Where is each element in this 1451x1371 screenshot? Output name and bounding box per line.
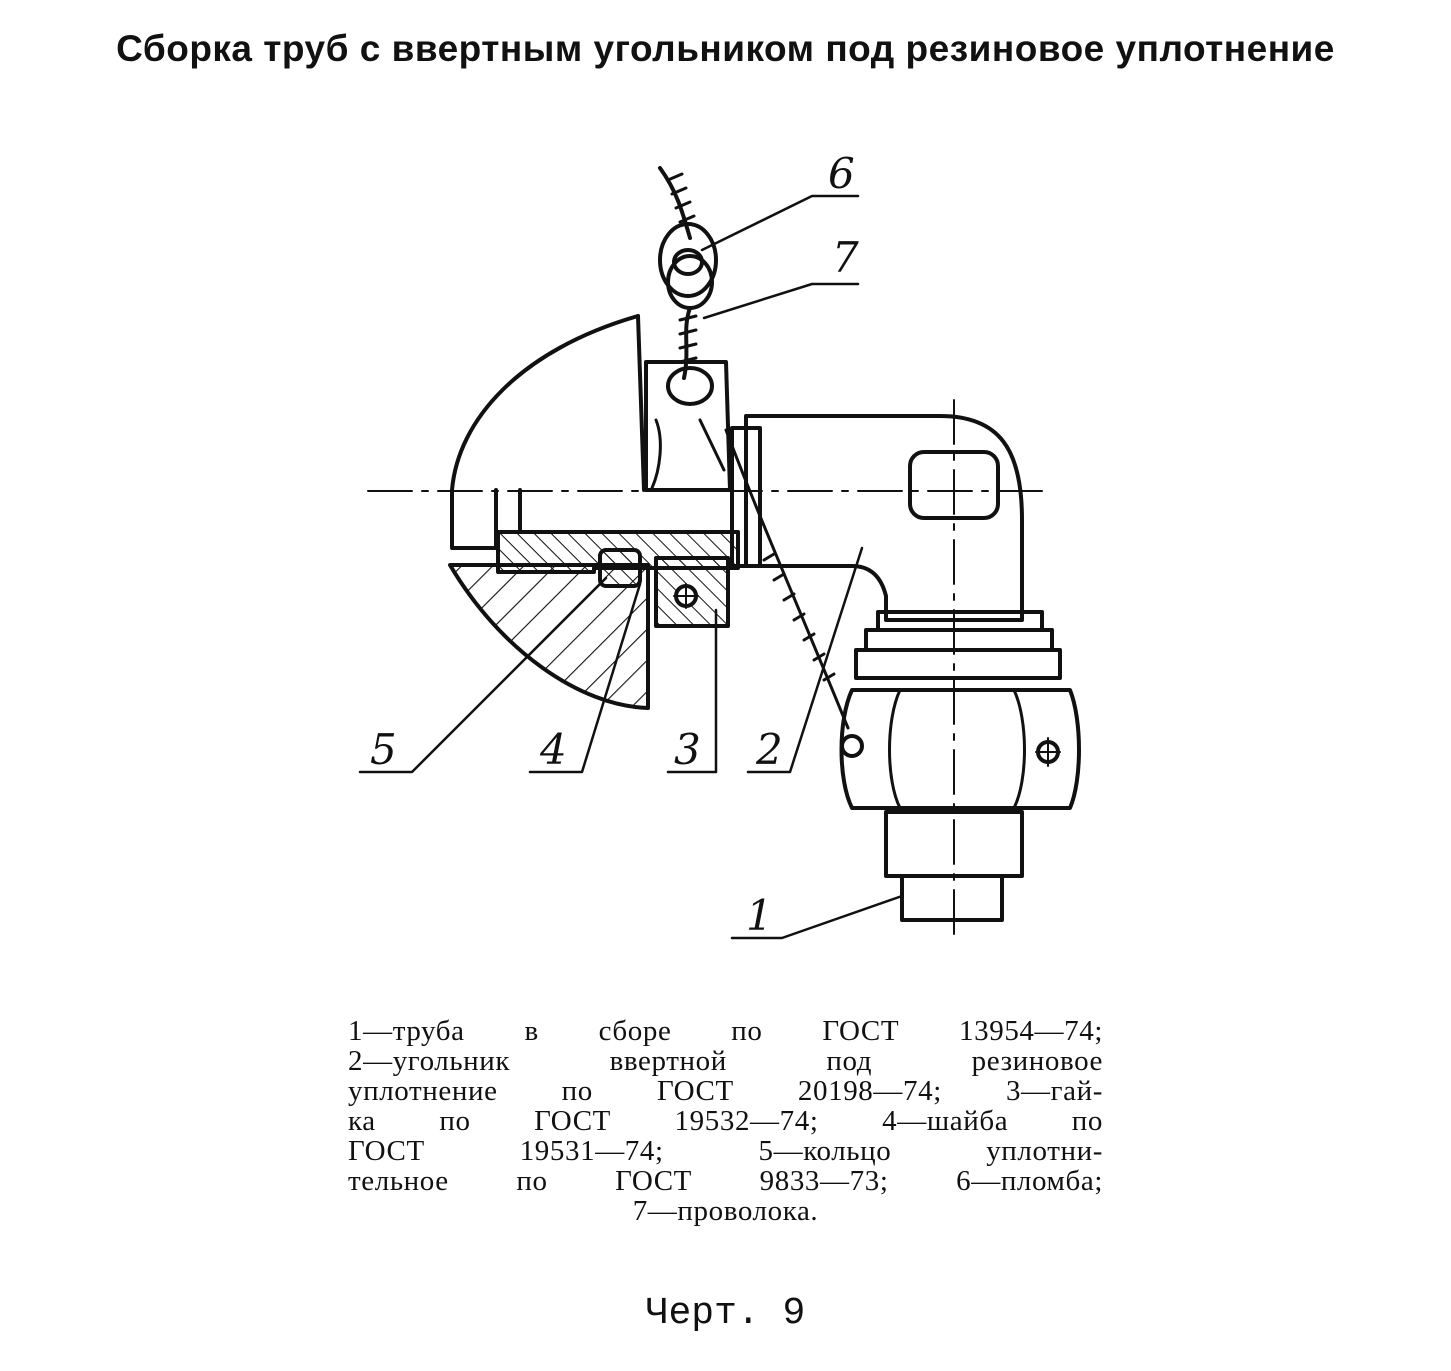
legend-line: уплотнение по ГОСТ 20198—74; 3—гай- <box>348 1075 1103 1107</box>
housing-dome <box>452 316 638 548</box>
callout-3: 3 <box>674 725 701 774</box>
legend-line: ка по ГОСТ 19532—74; 4—шайба по <box>348 1105 1103 1137</box>
callout-5: 5 <box>370 725 397 774</box>
figure-label: Черт. 9 <box>645 1292 806 1335</box>
callout-1: 1 <box>746 891 773 940</box>
callout-4: 4 <box>540 725 567 774</box>
legend-line: 7—проволока. <box>632 1195 819 1227</box>
legend-line: ГОСТ 19531—74; 5—кольцо уплотни- <box>348 1135 1103 1167</box>
page-title: Сборка труб с ввертным угольником под резиновое уплотнение <box>116 28 1335 69</box>
callout-6: 6 <box>828 149 855 198</box>
callout-2: 2 <box>756 725 783 774</box>
drawing-legend <box>348 1016 1103 1226</box>
legend-line: тельное по ГОСТ 9833—73; 6—пломба; <box>348 1165 1103 1197</box>
pipe <box>902 876 1002 920</box>
legend-line: 2—угольник ввертной под резиновое <box>348 1045 1103 1077</box>
callout-7: 7 <box>832 233 859 282</box>
legend-line: 1—труба в сборе по ГОСТ 13954—74; <box>348 1015 1103 1047</box>
sealing-ring <box>600 550 640 586</box>
hex-nut <box>842 690 1080 808</box>
leader-7 <box>704 284 858 318</box>
